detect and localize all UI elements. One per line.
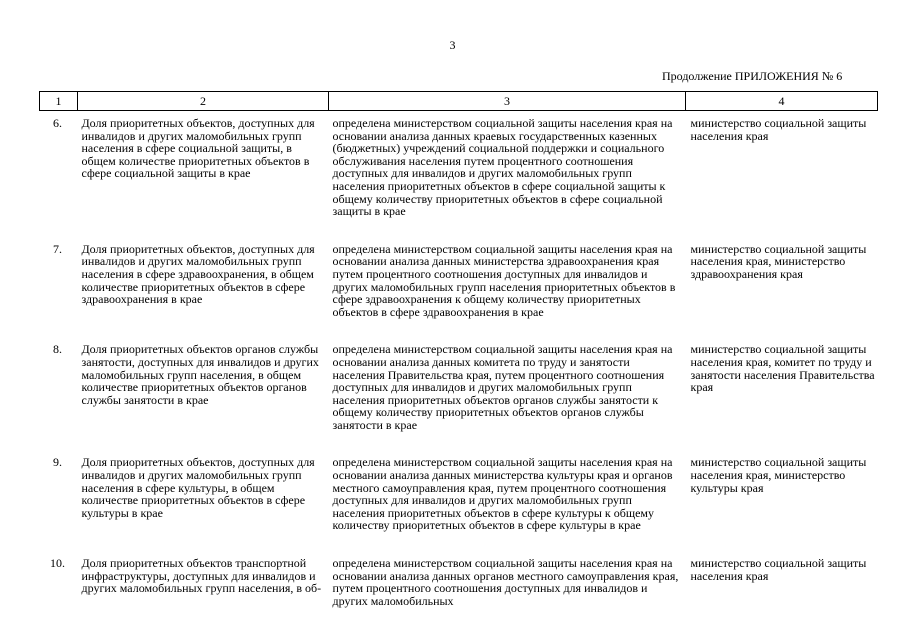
method-cell xyxy=(329,532,686,607)
responsible-text: министерство социальной защиты населения края, комитет по труду и занятости населения Правительства края xyxy=(690,342,875,395)
method-text: определена министерством социальной защиты населения края на основании анализа данных министерства здравоохранения края путем процентного соотношения доступных для инвалидов и других маломобильных групп населения приоритетных объектов в сфере здравоохранения к общему количеству приоритетных объектов в сфере здравоохранения в крае xyxy=(332,241,676,319)
indicator-cell xyxy=(78,111,329,218)
responsible-cell xyxy=(686,431,878,532)
column-header: 2 xyxy=(78,92,329,111)
responsible-cell xyxy=(686,532,878,607)
table-row xyxy=(40,218,878,319)
indicator-text: Доля приоритетных объектов, доступных для инвалидов и других маломобильных групп населения в сфере культуры, в общем количестве приоритетных объектов в сфере культуры в крае xyxy=(81,455,315,520)
responsible-text: министерство социальной защиты населения края xyxy=(690,556,867,583)
table-header-row xyxy=(40,92,878,111)
row-number: 9. xyxy=(53,455,62,470)
page-number: 3 xyxy=(449,38,456,52)
column-header: 4 xyxy=(686,92,878,111)
indicator-text: Доля приоритетных объектов органов службы занятости, доступных для инвалидов и других маломобильных групп населения, в общем количестве приоритетных объектов органов службы занятости в крае xyxy=(81,342,319,407)
row-number: 6. xyxy=(53,116,62,130)
indicator-text: Доля приоритетных объектов, доступных для инвалидов и других маломобильных групп населения в сфере социальной защиты, в общем количестве приоритетных объектов в сфере социальной защиты в крае xyxy=(81,116,315,181)
responsible-cell xyxy=(686,318,878,431)
indicator-cell xyxy=(78,318,329,431)
table-row xyxy=(40,532,878,607)
indicator-cell xyxy=(78,431,329,532)
column-header: 1 xyxy=(40,92,78,111)
row-number: 10. xyxy=(50,556,65,571)
method-text: определена министерством социальной защиты населения края на основании анализа данных краевых государственных казенных (бюджетных) учреждений социальной поддержки и социального обслуживания населения путем процентного соотношения доступных для инвалидов и других маломобильных групп населения приоритетных объектов в сфере социальной защиты к общему количеству приоритетных объектов в сфере социальной защиты в крае xyxy=(332,116,673,219)
indicators-table xyxy=(39,91,878,607)
responsible-text: министерство социальной защиты населения края xyxy=(690,116,867,143)
method-cell xyxy=(329,431,686,532)
indicator-text: Доля приоритетных объектов транспортной инфраструктуры, доступных для инвалидов и других маломобильных групп населения, в об- xyxy=(81,556,322,596)
column-header: 3 xyxy=(329,92,686,111)
method-cell xyxy=(329,318,686,431)
responsible-cell xyxy=(686,218,878,319)
method-text: определена министерством социальной защиты населения края на основании анализа данных комитета по труду и занятости населения Правительства края, путем процентного соотношения доступных для инвалидов и других маломобильных групп населения приоритетных объектов органов службы занятости к общему количеству приоритетных объектов органов службы занятости в крае xyxy=(332,342,673,432)
row-number: 7. xyxy=(53,241,62,256)
appendix-continuation-label: Продолжение ПРИЛОЖЕНИЯ № 6 xyxy=(662,69,843,83)
indicator-text: Доля приоритетных объектов, доступных для инвалидов и других маломобильных групп населения в сфере здравоохранения, в общем количестве приоритетных объектов в сфере здравоохранения в крае xyxy=(81,241,315,307)
table-row xyxy=(40,431,878,532)
indicator-cell xyxy=(78,532,329,607)
method-text: определена министерством социальной защиты населения края на основании анализа данных министерства культуры края и органов местного самоуправления края, путем процентного соотношения доступных для инвалидов и других маломобильных групп населения приоритетных объектов в сфере культуры к общему количеству приоритетных объектов в сфере культуры в крае xyxy=(332,455,673,533)
responsible-text: министерство социальной защиты населения края, министерство здравоохранения края xyxy=(690,241,867,281)
method-cell xyxy=(329,111,686,218)
method-cell xyxy=(329,218,686,319)
method-text: определена министерством социальной защиты населения края на основании анализа данных органов местного самоуправления края, путем процентного соотношения доступных для инвалидов и других маломобильных xyxy=(332,556,679,608)
table-row xyxy=(40,111,878,218)
row-number: 8. xyxy=(53,342,62,357)
responsible-cell xyxy=(686,111,878,218)
indicator-cell xyxy=(78,218,329,319)
responsible-text: министерство социальной защиты населения края, министерство культуры края xyxy=(690,455,867,495)
table-row xyxy=(40,318,878,431)
